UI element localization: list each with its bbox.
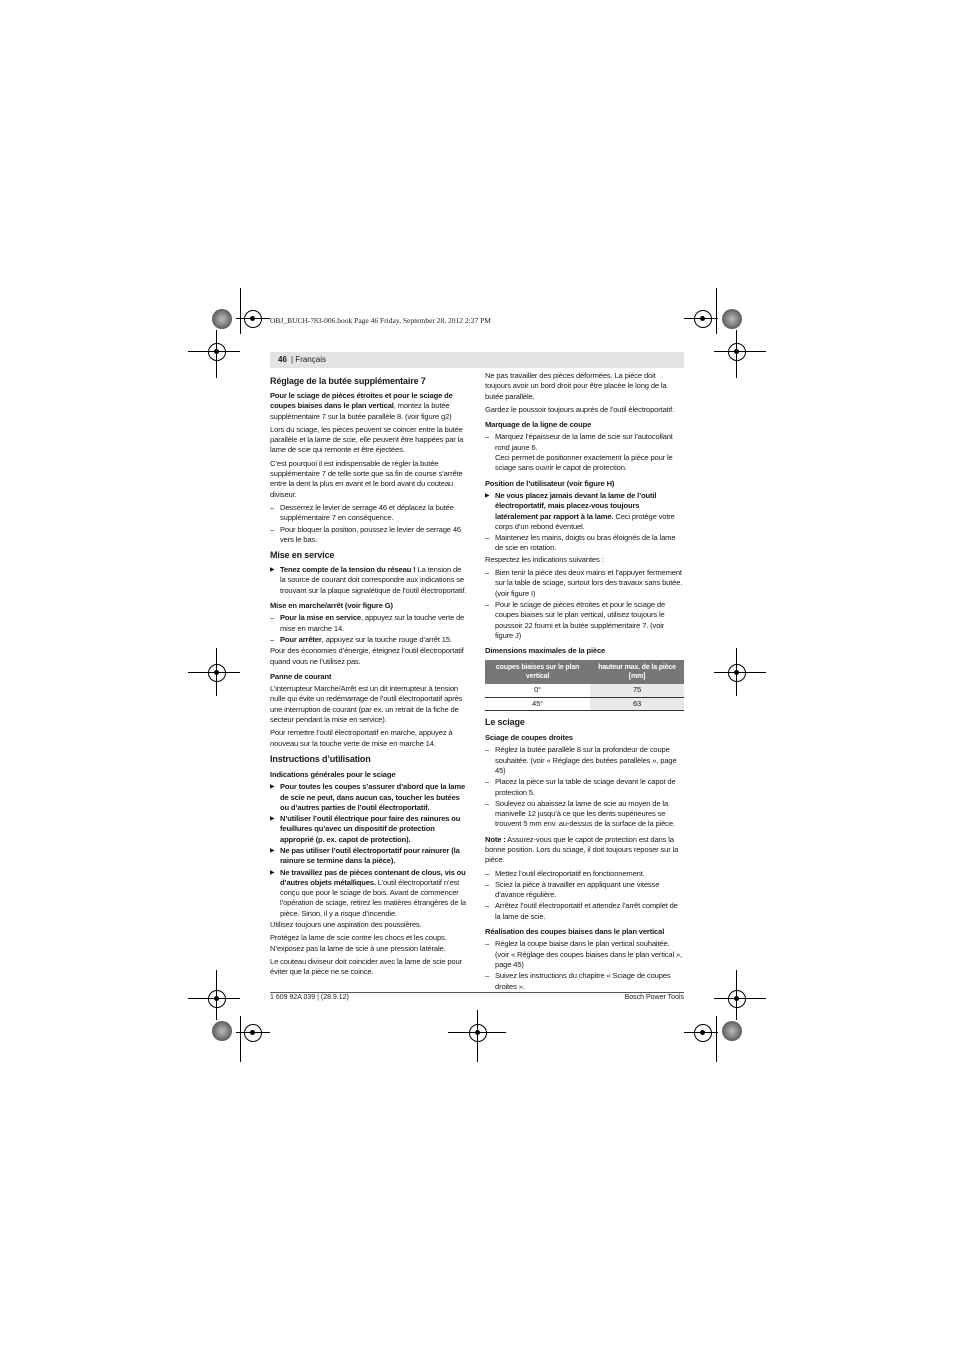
paragraph: L’interrupteur Marche/Arrêt est un dit interrupteur à tension nulle qui évite un redémarrage de l’outil électroportatif après une interruption de courant (par ex. un retrait de la fiche de secteur pendant la mise en service). — [270, 684, 463, 725]
list-item: – Marquez l’épaisseur de la lame de scie sur l’autocollant rond jaune 6. Ceci permet de positionner exactement la pièce pour le sciage sans ouvrir le capot de protection. — [485, 432, 673, 473]
list-item: – Pour la mise en service, appuyez sur la touche verte de mise en marche 14. — [270, 613, 465, 633]
heading-instructions: Instructions d’utilisation — [270, 753, 371, 764]
heading-marquage: Marquage de la ligne de coupe — [485, 420, 592, 430]
list-item: – Réglez la coupe biaise dans le plan vertical souhaitée. (voir « Réglage des coupes biaises dans le plan vertical », page 45) — [485, 939, 683, 969]
footer-rule — [270, 992, 684, 993]
heading-biaises: Réalisation des coupes biaises dans le plan vertical — [485, 927, 665, 937]
paragraph: Pour des économies d’énergie, éteignez l’outil électroportatif quand vous ne l’utilisez pas. — [270, 646, 464, 666]
heading-dimensions: Dimensions maximales de la pièce — [485, 646, 606, 656]
page-language: | Français — [291, 355, 326, 364]
paragraph: Protégez la lame de scie contre les chocs et les coups. N’exposez pas la lame de scie à une pression latérale. — [270, 933, 447, 953]
heading-indications: Indications générales pour le sciage — [270, 769, 396, 779]
page-header-bar — [270, 352, 684, 368]
list-item: – Suivez les instructions du chapitre « Sciage de coupes droites ». — [485, 971, 671, 991]
left-column — [270, 371, 468, 981]
paragraph: Lors du sciage, les pièces peuvent se coincer entre la butée parallèle et la lame de scie, elle peuvent être happées par la lame de scie qui remonte et être éjectées. — [270, 424, 464, 455]
triangle-bullet-icon: ▶ — [485, 492, 490, 499]
list-item: – Arrêtez l’outil électroportatif et attendez l’arrêt complet de la lame de scie. — [485, 901, 678, 921]
warning-item: ▶ Ne pas utiliser l’outil électroportatif pour rainurer (la rainure se termine dans la pièce). — [270, 845, 460, 866]
table-header: hauteur max. de la pièce [mm] — [590, 660, 684, 684]
footer-brand: Bosch Power Tools — [624, 994, 684, 1001]
warning-item: ▶ Tenez compte de la tension du réseau ! La tension de la source de courant doit correspondre aux indications se trouvant sur la plaque signalétique de l’outil électroportatif. — [270, 565, 467, 595]
paragraph: Ne pas travailler des pièces déformées. La pièce doit toujours avoir un bord droit pour être placée le long de la butée parallèle. — [485, 371, 667, 401]
warning-item: ▶ Ne vous placez jamais devant la lame de l’outil électroportatif, mais placez-vous toujours latéralement par rapport à la lame. Ceci protège votre corps d’un rebond éventuel. — [485, 490, 675, 531]
table-cell: 75 — [590, 684, 684, 697]
table-cell: 0° — [485, 684, 590, 697]
heading-droites: Sciage de coupes droites — [485, 733, 573, 743]
warning-item: ▶ Pour toutes les coupes s’assurer d’abord que la lame de scie ne peut, dans aucun cas, toucher les butées ou d’autres parties de l’outil électroportatif. — [270, 782, 466, 812]
list-item: – Soulevez ou abaissez la lame de scie au moyen de la manivelle 12 jusqu’à ce que les dents supérieures se trouvent 5 mm env. au-dessus de la surface de la pièce. — [485, 798, 675, 829]
paragraph: Le couteau diviseur doit coincider avec la lame de scie pour éviter que la pièce ne se coince. — [270, 956, 462, 977]
list-item: – Bien tenir la pièce des deux mains et l’appuyer fermement sur la table de sciage, surtout lors des travaux sans butée. (voir figure I) — [485, 568, 683, 598]
heading-marche: Mise en marche/arrêt (voir figure G) — [270, 601, 393, 611]
paragraph: Gardez le poussoir toujours auprès de l’outil électroportatif. — [485, 404, 675, 414]
footer-doc-number: 1 609 92A 039 | (28.9.12) — [270, 994, 349, 1001]
paragraph: Utilisez toujours une aspiration des poussières. — [270, 920, 422, 930]
triangle-bullet-icon: ▶ — [270, 567, 275, 574]
table-header: coupes biaises sur le plan vertical — [485, 660, 590, 684]
list-item: – Pour le sciage de pièces étroites et pour le sciage de coupes biaises sur le plan vertical, utilisez toujours le poussoir 22 fourni et la butée supplémentaire 7. (voir figure J) — [485, 599, 666, 640]
table-row — [485, 684, 684, 697]
heading-position: Position de l’utilisateur (voir figure H) — [485, 478, 615, 488]
heading-sciage: Le sciage — [485, 717, 525, 728]
list-item: – Pour bloquer la position, poussez le levier de serrage 46 vers le bas. — [270, 524, 461, 544]
table-cell: 45° — [485, 697, 590, 710]
list-item: – Maintenez les mains, doigts ou bras éloignés de la lame de scie en rotation. — [485, 533, 676, 553]
right-column — [485, 371, 683, 993]
list-item: – Desserrez le levier de serrage 46 et déplacez la butée supplémentaire 7 en conséquence. — [270, 502, 454, 523]
page-number: 46 — [278, 355, 287, 364]
warning-item: ▶ Ne travaillez pas de pièces contenant de clous, vis ou d’autres objets métalliques. L’outil électroportatif n’est conçu que pour le sciage de bois. Avant de commencer l’opération de sciage, retirez les matières étrangères de la pièce. Sinon, il y a risque d’incendie. — [270, 867, 467, 918]
triangle-bullet-icon: ▶ — [270, 869, 275, 876]
print-slug: OBJ_BUCH-783-006.book Page 46 Friday, September 28, 2012 2:27 PM — [270, 316, 491, 325]
heading-panne: Panne de courant — [270, 671, 332, 681]
heading-service: Mise en service — [270, 550, 335, 561]
list-item: – Placez la pièce sur la table de sciage devant le capot de protection 5. — [485, 777, 676, 797]
triangle-bullet-icon: ▶ — [270, 816, 275, 823]
note-paragraph: Note : Assurez-vous que le capot de protection est dans la bonne position. Lors du sciage, il doit toujours reposer sur la pièce. — [485, 834, 679, 865]
paragraph: C’est pourquoi il est indispensable de régler la butée supplémentaire 7 de telle sorte que sa fin de course s’arrête entre la dent la plus en avant et le bord avant du couteau diviseur. — [270, 458, 463, 499]
paragraph: Pour le sciage de pièces étroites et pour le sciage de coupes biaises dans le plan vertical, montez la butée supplémentaire 7 sur la butée parallèle 8. (voir figure g2) — [270, 391, 453, 421]
warning-item: ▶ N’utiliser l’outil électrique pour faire des rainures ou feuillures qu’avec un dispositif de protection approprié (p. ex. capot de protection). — [270, 814, 461, 844]
list-item: – Pour arrêter, appuyez sur la touche rouge d’arrêt 15. — [270, 634, 452, 644]
dimensions-table — [485, 660, 684, 711]
triangle-bullet-icon: ▶ — [270, 847, 275, 854]
table-row — [485, 697, 684, 710]
heading-butee: Réglage de la butée supplémentaire 7 — [270, 376, 426, 386]
triangle-bullet-icon: ▶ — [270, 784, 275, 791]
list-item: – Réglez la butée parallèle 8 sur la profondeur de coupe souhaitée. (voir « Réglage des butées parallèles », page 45) — [485, 745, 677, 775]
paragraph: Pour remettre l’outil électroportatif en marche, appuyez à nouveau sur la touche verte de mise en marche 14. — [270, 728, 453, 748]
paragraph: Respectez les indications suivantes : — [485, 554, 604, 564]
list-item: – Mettez l’outil électroportatif en fonctionnement. — [485, 868, 645, 878]
table-cell: 63 — [590, 697, 684, 710]
list-item: – Sciez la pièce à travailler en appliquant une vitesse d’avance régulière. — [485, 879, 660, 900]
